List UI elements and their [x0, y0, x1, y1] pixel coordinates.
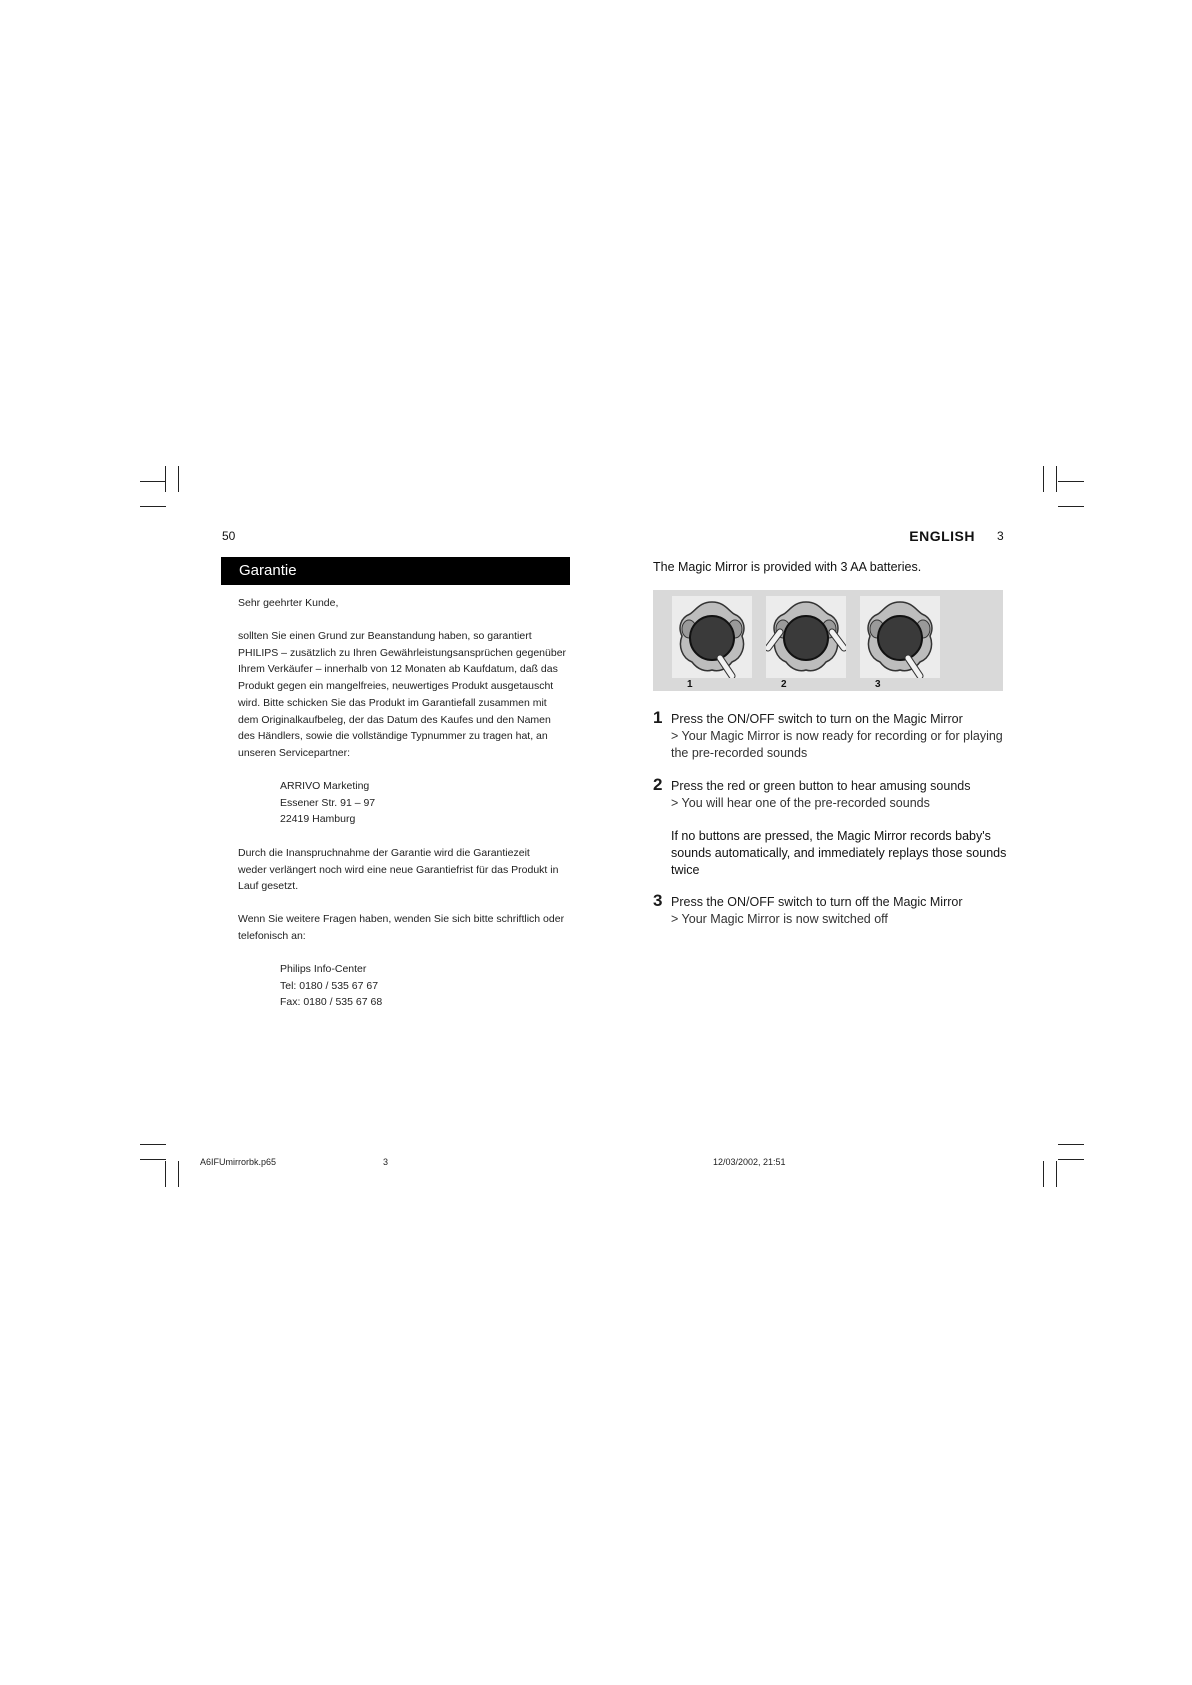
crop-mark — [140, 506, 166, 507]
text-line: Lauf gesetzt. — [238, 880, 299, 893]
address-line: Tel: 0180 / 535 67 67 — [280, 979, 379, 992]
crop-mark — [1043, 1161, 1044, 1187]
mirror-device-icon — [860, 596, 940, 678]
text-line: Durch die Inanspruchnahme der Garantie wird die Garantiezeit — [238, 847, 530, 859]
figure-label-2: 2 — [781, 679, 787, 690]
note-line: twice — [671, 863, 700, 877]
note-line: sounds automatically, and immediately replays those sounds — [671, 846, 1007, 860]
footer-file-name: A6IFUmirrorbk.p65 — [200, 1157, 277, 1167]
info-center-address — [238, 961, 620, 1011]
illustration-panel-2 — [766, 596, 846, 678]
footer-page: 3 — [383, 1157, 389, 1167]
crop-mark — [165, 1161, 166, 1187]
magic-mirror-illustration — [653, 590, 1003, 691]
step-1 — [653, 708, 1013, 762]
crop-mark — [1058, 481, 1084, 482]
text-line: des Händlers, sowie die vollständige Typnummer zu tragen hat, an — [238, 730, 548, 743]
crop-mark — [140, 1159, 166, 1160]
mirror-device-icon — [766, 596, 846, 678]
step-result-line: > Your Magic Mirror is now switched off — [671, 912, 888, 926]
service-partner-address — [238, 778, 620, 828]
mirror-device-icon — [672, 596, 752, 678]
illustration-panel-3 — [860, 596, 940, 678]
step-instruction: Press the red or green button to hear amusing sounds — [671, 779, 971, 793]
warranty-paragraph-3 — [238, 911, 578, 944]
salutation: Sehr geehrter Kunde, — [238, 597, 339, 609]
address-line: ARRIVO Marketing — [280, 780, 370, 792]
address-line: Fax: 0180 / 535 67 68 — [280, 996, 383, 1009]
figure-label-1: 1 — [687, 679, 693, 690]
step-number: 1 — [653, 708, 663, 727]
step-instruction: Press the ON/OFF switch to turn on the Magic Mirror — [671, 712, 963, 726]
text-line: Wenn Sie weitere Fragen haben, wenden Sie sich bitte schriftlich oder — [238, 913, 565, 925]
text-line: Produkt gegen ein mangelfreies, neuwertiges Produkt ausgetauscht — [238, 680, 554, 693]
crop-mark — [165, 466, 166, 492]
text-line: Ihrem Verkäufer – innerhalb von 12 Monaten ab Kaufdatum, daß das — [238, 663, 558, 676]
warranty-paragraph-2 — [238, 845, 578, 895]
crop-mark — [1058, 506, 1084, 507]
crop-mark — [1058, 1159, 1084, 1160]
step-2 — [653, 775, 1013, 812]
text-line: unseren Servicepartner: — [238, 746, 351, 759]
crop-mark — [1056, 1161, 1057, 1187]
text-line: dem Originalkaufbeleg, der das Datum des Kaufes und den Namen — [238, 713, 551, 726]
section-title-garantie: Garantie — [221, 557, 570, 585]
step-result-line: > Your Magic Mirror is now ready for recording or for playing — [671, 729, 1003, 743]
right-page-number: 3 — [997, 529, 1004, 543]
address-line: Essener Str. 91 – 97 — [280, 796, 376, 809]
crop-mark — [1058, 1144, 1084, 1145]
crop-mark — [178, 1161, 179, 1187]
text-line: telefonisch an: — [238, 929, 306, 942]
footer-timestamp: 12/03/2002, 21:51 — [713, 1157, 786, 1167]
text-line: sollten Sie einen Grund zur Beanstandung haben, so garantiert — [238, 630, 532, 642]
step-number: 3 — [653, 891, 663, 910]
crop-mark — [140, 481, 166, 482]
address-line: 22419 Hamburg — [280, 813, 356, 826]
step-instruction: Press the ON/OFF switch to turn off the Magic Mirror — [671, 895, 963, 909]
illustration-panel-1 — [672, 596, 752, 678]
battery-intro: The Magic Mirror is provided with 3 AA batteries. — [653, 560, 922, 574]
crop-mark — [1056, 466, 1057, 492]
step-result-line: > You will hear one of the pre-recorded sounds — [671, 796, 930, 810]
crop-mark — [1043, 466, 1044, 492]
warranty-paragraph-1 — [238, 628, 578, 762]
address-line: Philips Info-Center — [280, 963, 367, 975]
crop-mark — [140, 1144, 166, 1145]
text-line: wird. Bitte schicken Sie das Produkt im Garantiefall zusammen mit — [238, 696, 547, 709]
text-line: weder verlängert noch wird eine neue Garantiefrist für das Produkt in — [238, 863, 559, 876]
step-result-line: the pre-recorded sounds — [671, 746, 808, 760]
language-header: ENGLISH — [909, 528, 975, 544]
crop-mark — [178, 466, 179, 492]
text-line: PHILIPS – zusätzlich zu Ihren Gewährleistungsansprüchen gegenüber — [238, 646, 567, 659]
figure-label-3: 3 — [875, 679, 881, 690]
auto-record-note — [671, 828, 1011, 879]
step-3 — [653, 891, 1013, 928]
note-line: If no buttons are pressed, the Magic Mirror records baby's — [671, 829, 991, 843]
left-page-number: 50 — [222, 529, 236, 543]
step-number: 2 — [653, 775, 663, 794]
